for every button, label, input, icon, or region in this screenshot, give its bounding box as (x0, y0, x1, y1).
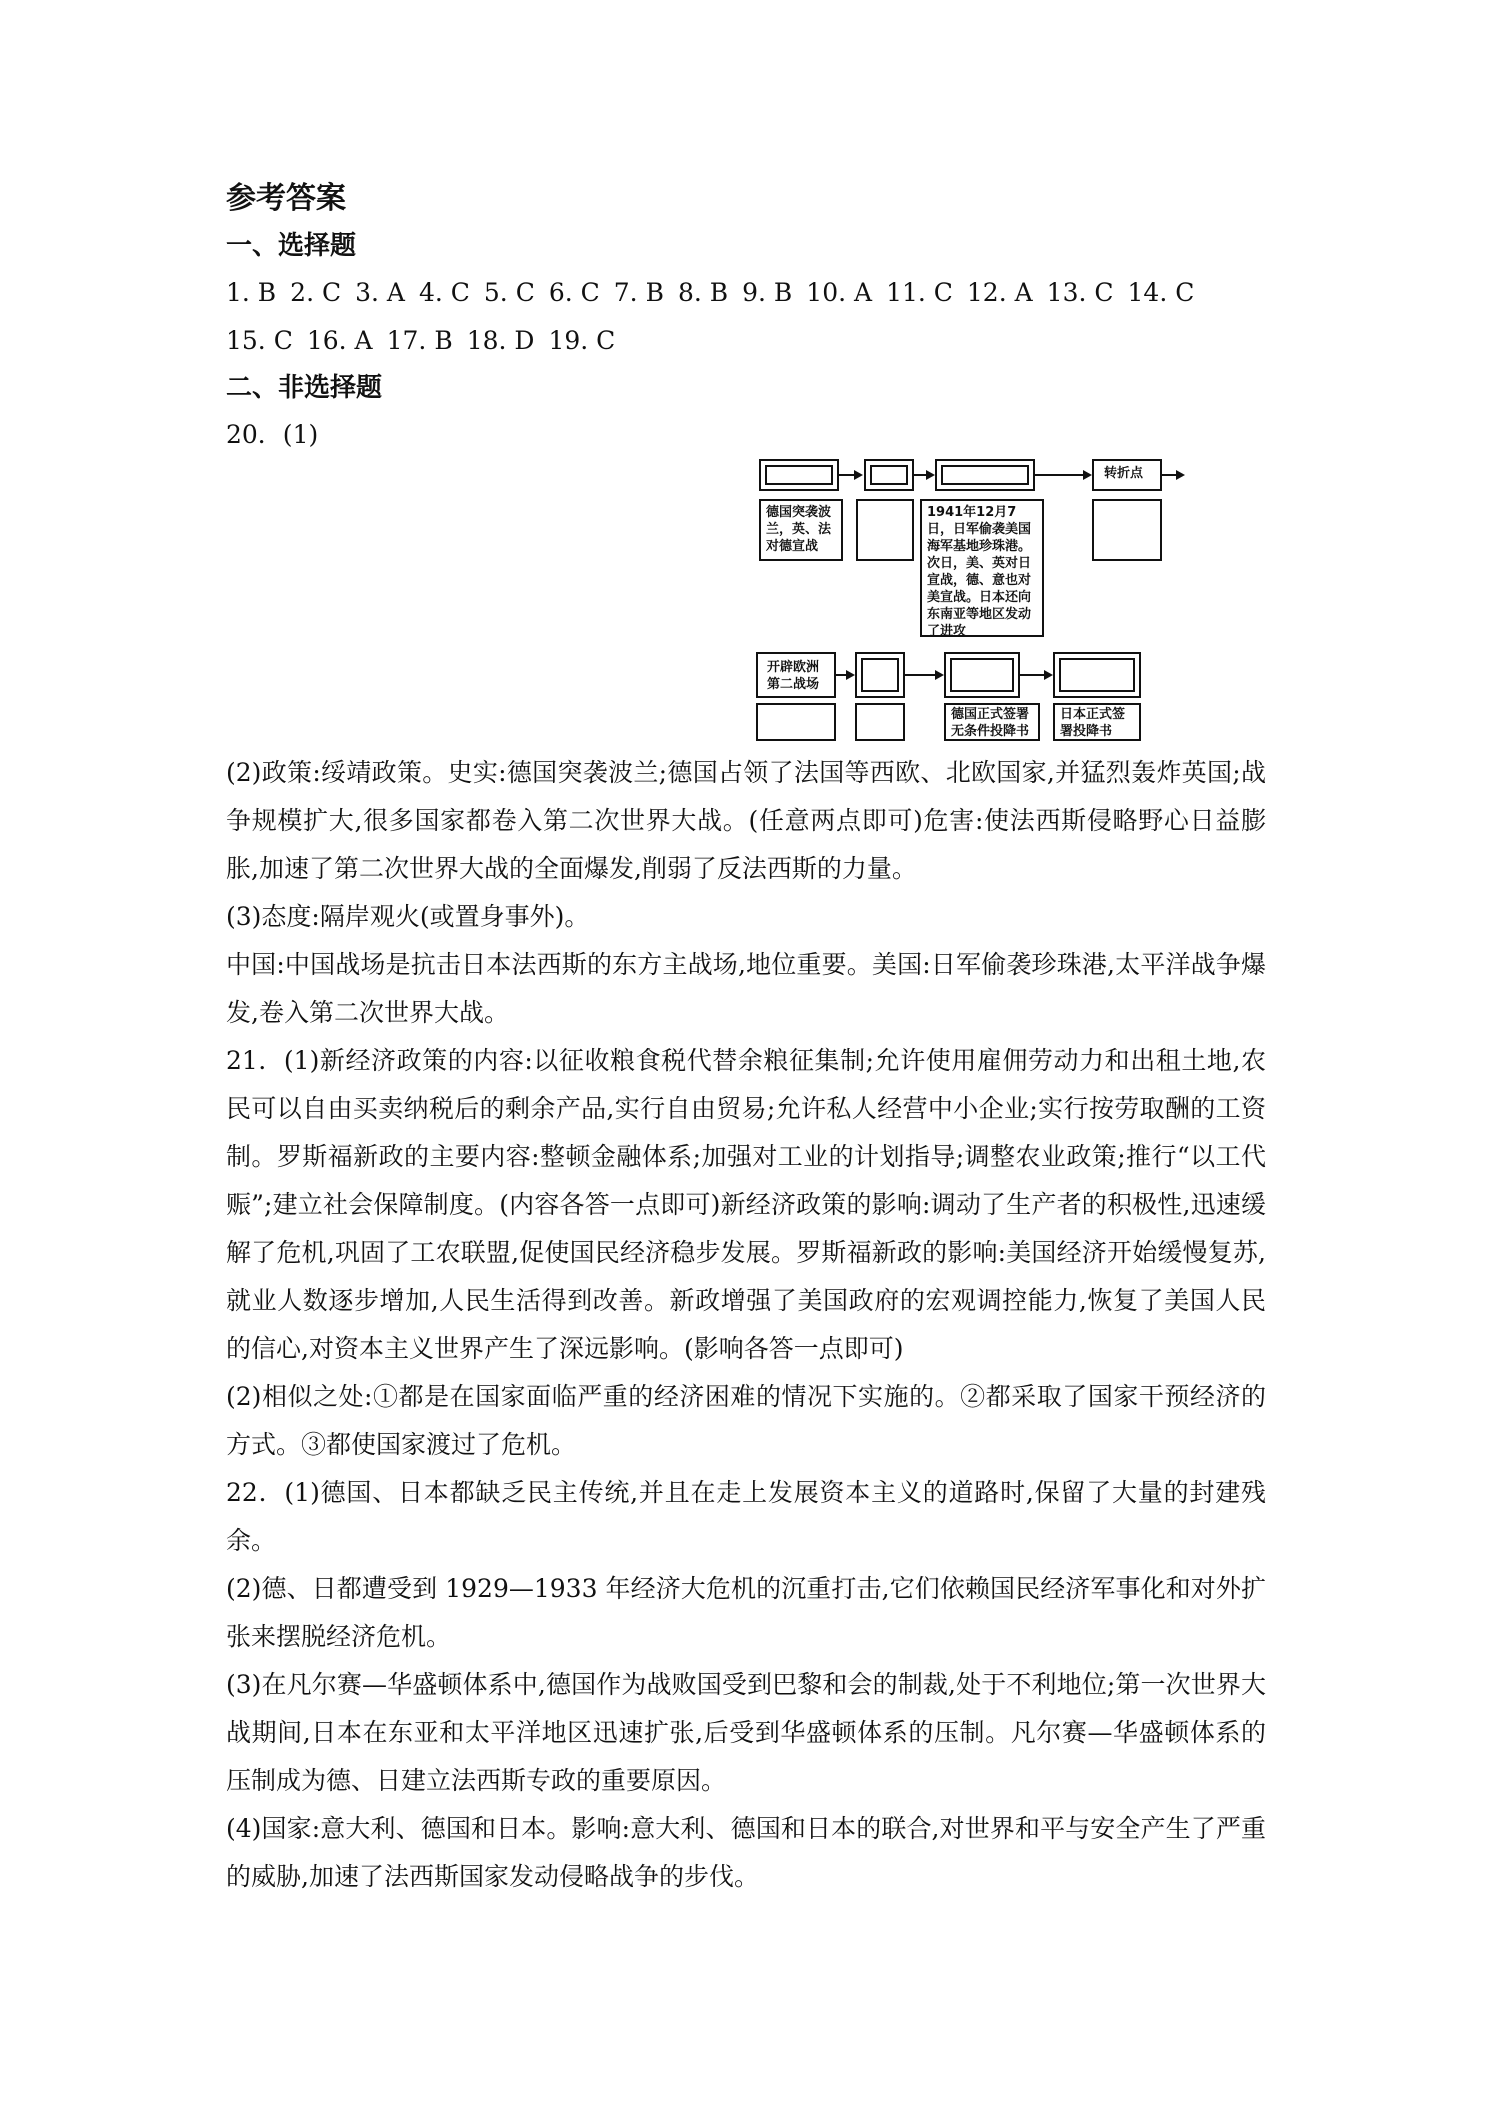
mc-answer: 17. B (386, 326, 453, 355)
event-box-japan-surrender (1053, 703, 1141, 741)
mc-answer: 2. C (290, 278, 342, 307)
arrow-head (1044, 670, 1053, 680)
arrow-head (1176, 470, 1185, 480)
section-heading-choice: 一、选择题 (226, 231, 357, 261)
mc-answer: 18. D (466, 326, 535, 355)
event-box-germany-surrender (944, 703, 1040, 741)
arrow-head (854, 470, 863, 480)
blank-box (759, 459, 839, 491)
q20-label: 20．(1) (226, 420, 319, 449)
answer-paragraph: (2)德、日都遭受到 1929—1933 年经济大危机的沉重打击,它们依赖国民经济军事化和对外扩张来摆脱经济危机。 (226, 1574, 1266, 1651)
blank-answer-box (756, 703, 836, 741)
mc-answer: 14. C (1127, 278, 1195, 307)
mc-answer: 16. A (306, 326, 373, 355)
blank-box (855, 652, 905, 698)
event-box-second-front (756, 652, 836, 698)
event-text: 1941年12月7日，日军偷袭美国海军基地珍珠港。次日，美、英对日宣战，德、意也对美宣战。日本还向东南亚等地区发动了进攻 (927, 505, 1032, 639)
answer-document (226, 175, 1266, 1901)
mc-answer: 9. B (742, 278, 793, 307)
arrow (1020, 674, 1046, 676)
mc-answer: 6. C (548, 278, 600, 307)
section-heading-nonchoice: 二、非选择题 (226, 373, 383, 403)
event-box-pearl-harbor (920, 499, 1044, 637)
mc-answer: 3. A (355, 278, 405, 307)
blank-box (935, 459, 1035, 491)
multiple-choice-answers (226, 269, 1266, 365)
arrow-head (926, 470, 935, 480)
blank-answer-box (855, 703, 905, 741)
arrow (1035, 474, 1085, 476)
mc-answer: 1. B (226, 278, 277, 307)
blank-box (864, 459, 914, 491)
answer-paragraph: 中国:中国战场是抗击日本法西斯的东方主战场,地位重要。美国:日军偷袭珍珠港,太平洋战争爆发,卷入第二次世界大战。 (226, 950, 1266, 1027)
mc-answer: 13. C (1046, 278, 1114, 307)
turning-point-label: 转折点 (1104, 466, 1144, 481)
answer-paragraph: (4)国家:意大利、德国和日本。影响:意大利、德国和日本的联合,对世界和平与安全产生了严重的威胁,加速了法西斯国家发动侵略战争的步伐。 (226, 1814, 1266, 1891)
mc-answer: 7. B (613, 278, 664, 307)
event-box-germany-attack (759, 499, 843, 561)
arrow (905, 674, 937, 676)
event-text: 德国突袭波兰，英、法对德宣战 (766, 505, 832, 554)
turning-point-box (1092, 459, 1162, 491)
ww2-timeline-diagram (226, 459, 1266, 749)
answer-paragraph: (2)相似之处:①都是在国家面临严重的经济困难的情况下实施的。②都采取了国家干预经济的方式。③都使国家渡过了危机。 (226, 1382, 1266, 1459)
event-text: 日本正式签署投降书 (1060, 707, 1126, 739)
mc-answer: 8. B (677, 278, 729, 307)
answer-paragraph: 22．(1)德国、日本都缺乏民主传统,并且在走上发展资本主义的道路时,保留了大量的封建残余。 (226, 1478, 1266, 1555)
blank-box (1053, 652, 1141, 698)
mc-answer: 12. A (966, 278, 1033, 307)
mc-answer: 4. C (418, 278, 470, 307)
blank-answer-box (1092, 499, 1162, 561)
mc-answer: 5. C (483, 278, 535, 307)
blank-answer-box (856, 499, 914, 561)
answer-paragraph: (3)态度:隔岸观火(或置身事外)。 (226, 902, 590, 931)
page-title: 参考答案 (226, 181, 346, 216)
answer-paragraph: 21．(1)新经济政策的内容:以征收粮食税代替余粮征集制;允许使用雇佣劳动力和出租土地,农民可以自由买卖纳税后的剩余产品,实行自由贸易;允许私人经营中小企业;实行按劳取酬的工资制。罗斯福新政的主要内容:整顿金融体系;加强对工业的计划指导;调整农业政策;推行“以工代赈”;建立社会保障制度。(内容各答一点即可)新经济政策的影响:调动了生产者的积极性,迅速缓解了危机,巩固了工农联盟,促使国民经济稳步发展。罗斯福新政的影响:美国经济开始缓慢复苏,就业人数逐步增加,人民生活得到改善。新政增强了美国政府的宏观调控能力,恢复了美国人民的信心,对资本主义世界产生了深远影响。(影响各答一点即可) (226, 1046, 1266, 1363)
answer-paragraph: (2)政策:绥靖政策。史实:德国突袭波兰;德国占领了法国等西欧、北欧国家,并猛烈轰炸英国;战争规模扩大,很多国家都卷入第二次世界大战。(任意两点即可)危害:使法西斯侵略野心日益膨胀,加速了第二次世界大战的全面爆发,削弱了反法西斯的力量。 (226, 758, 1266, 883)
blank-box (944, 652, 1020, 698)
mc-answer: 19. C (548, 326, 616, 355)
event-text: 德国正式签署无条件投降书 (951, 707, 1030, 739)
mc-answer: 11. C (886, 278, 953, 307)
arrow-head (935, 670, 944, 680)
arrow-head (846, 670, 855, 680)
mc-answer: 10. A (806, 278, 873, 307)
event-text: 开辟欧洲第二战场 (767, 660, 820, 692)
mc-answer: 15. C (226, 326, 293, 355)
arrow-head (1083, 470, 1092, 480)
answer-paragraph: (3)在凡尔赛—华盛顿体系中,德国作为战败国受到巴黎和会的制裁,处于不利地位;第一次世界大战期间,日本在东亚和太平洋地区迅速扩张,后受到华盛顿体系的压制。凡尔赛—华盛顿体系的压制成为德、日建立法西斯专政的重要原因。 (226, 1670, 1266, 1795)
